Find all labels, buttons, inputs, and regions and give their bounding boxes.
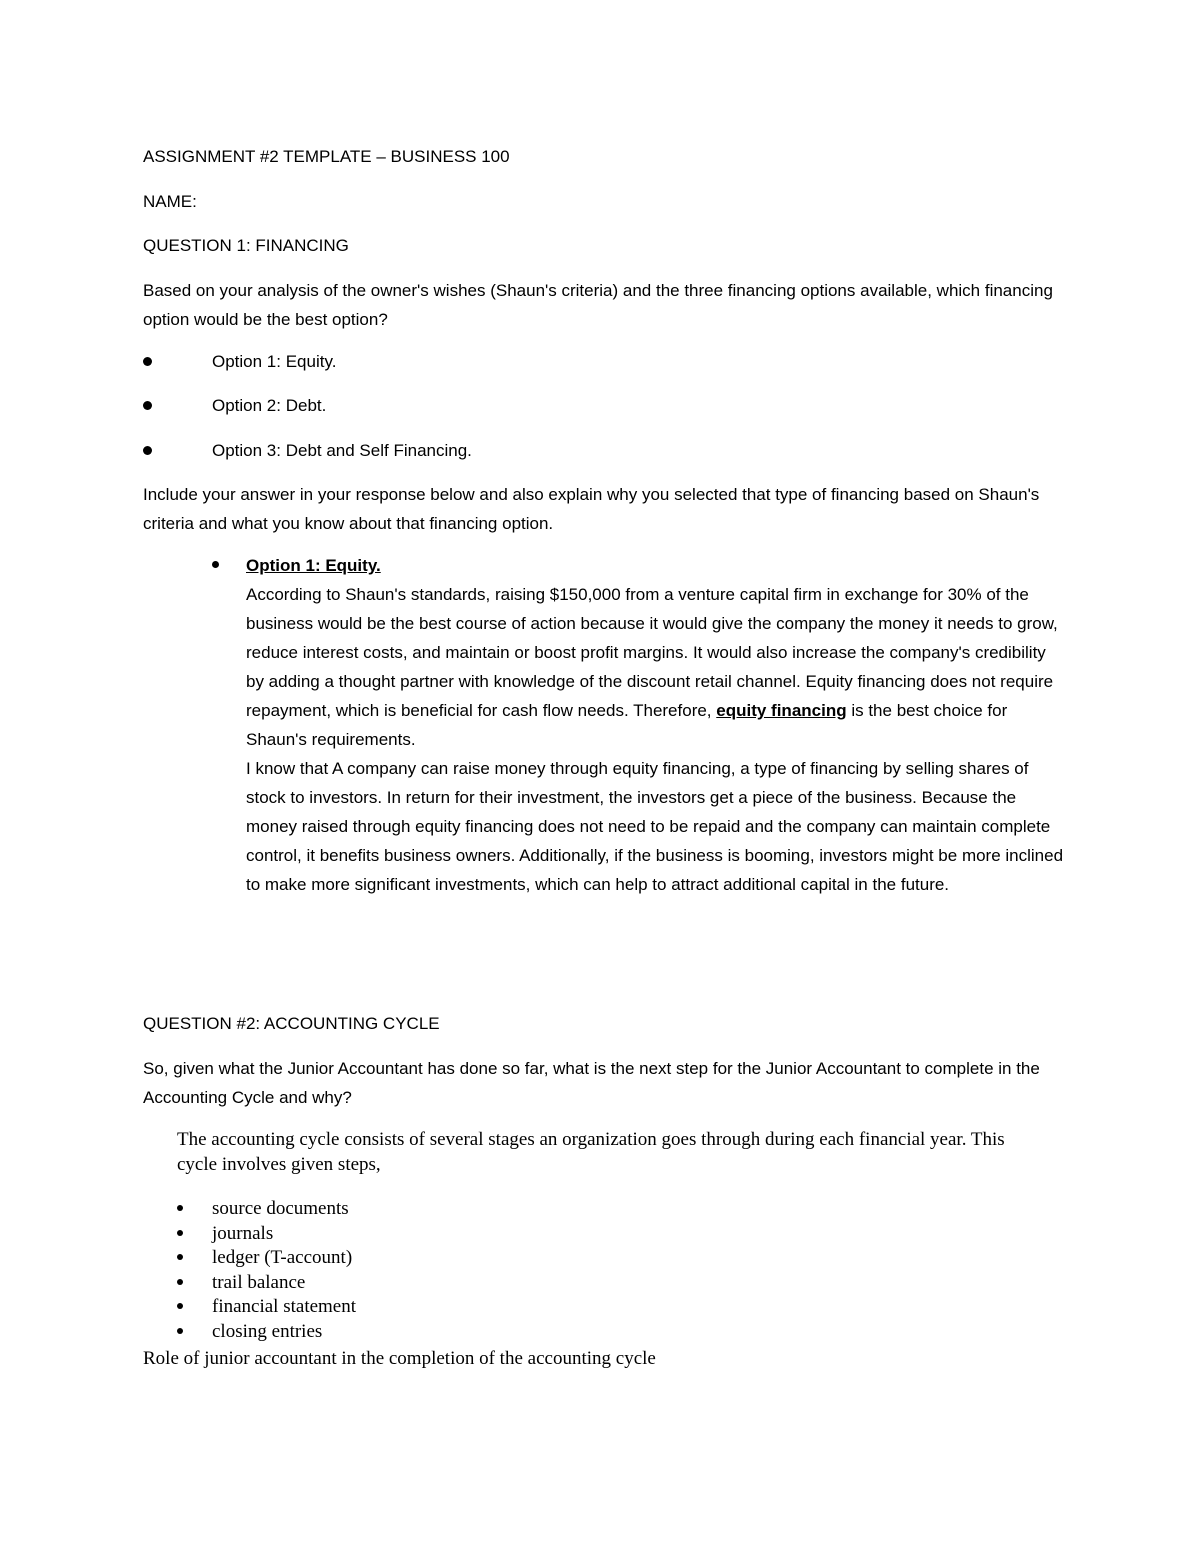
answer-text: According to Shaun's standards, raising $150,000 from a venture capital firm in exchange for 30% of the business would be the best course of action because it would give the company the money it needs to grow, reduce interest costs, and maintain or boost profit margins. It would also increase the company's credibility by adding a thought partner with knowledge of the discount retail channel. Equity financing does not require repayment, which is beneficial for cash flow needs. Therefore, (246, 585, 1058, 720)
answer-paragraph-1 (246, 580, 1066, 754)
question1-instruction: Include your answer in your response below and also explain why you selected that type of financing based on Shaun's criteria and what you know about that financing option. (143, 485, 1040, 533)
option-text: Option 1: Equity. (212, 352, 337, 371)
bullet-icon (177, 1205, 183, 1211)
option-text: Option 3: Debt and Self Financing. (212, 441, 472, 460)
equity-financing-emphasis: equity financing (716, 701, 847, 720)
question2-heading: QUESTION #2: ACCOUNTING CYCLE (143, 1014, 440, 1033)
list-item (177, 1270, 877, 1295)
bullet-icon (143, 357, 152, 366)
bullet-icon (212, 561, 219, 568)
step-text: journals (212, 1222, 274, 1244)
question1-prompt: Based on your analysis of the owner's wishes (Shaun's criteria) and the three financing options available, which financing option would be the best option? (143, 281, 1053, 329)
question2-prompt: So, given what the Junior Accountant has done so far, what is the next step for the Junior Accountant to complete in the Accounting Cycle and why? (143, 1059, 1040, 1107)
name-label: NAME: (143, 192, 197, 211)
answer-title: Option 1: Equity. (246, 556, 381, 575)
accounting-cycle-intro: The accounting cycle consists of several stages an organization goes through during each financial year. This cycle involves given steps, (177, 1129, 1005, 1175)
step-text: ledger (T-account) (212, 1247, 353, 1269)
question1-heading: QUESTION 1: FINANCING (143, 236, 349, 255)
step-text: closing entries (212, 1320, 323, 1342)
bullet-icon (177, 1279, 183, 1285)
answer-block (246, 551, 1066, 899)
step-text: source documents (212, 1198, 349, 1219)
bullet-icon (177, 1303, 183, 1309)
step-text: trail balance (212, 1271, 306, 1293)
answer-paragraph-2: I know that A company can raise money through equity financing, a type of financing by selling shares of stock to investors. In return for their investment, the investors get a piece of the business. Because the money raised through equity financing does not need to be repaid and the company can maintain complete control, it benefits business owners. Additionally, if the business is booming, investors might be more inclined to make more significant investments, which can help to attract additional capital in the future. (246, 759, 1064, 894)
answer-text: is the best choice for Shaun's requirements. (246, 701, 1008, 749)
bullet-icon (143, 401, 152, 410)
document-title: ASSIGNMENT #2 TEMPLATE – BUSINESS 100 (143, 147, 510, 166)
closing-line: Role of junior accountant in the completion of the accounting cycle (143, 1348, 656, 1369)
list-item (177, 1294, 877, 1319)
bullet-icon (177, 1230, 183, 1236)
option-text: Option 2: Debt. (212, 396, 327, 415)
bullet-icon (177, 1328, 183, 1334)
list-item (177, 1245, 877, 1270)
step-text: financial statement (212, 1296, 357, 1318)
accounting-steps-list (177, 1196, 877, 1344)
list-item (177, 1196, 877, 1221)
bullet-icon (177, 1254, 183, 1260)
bullet-icon (143, 446, 152, 455)
list-item (177, 1221, 877, 1246)
list-item (177, 1319, 877, 1344)
